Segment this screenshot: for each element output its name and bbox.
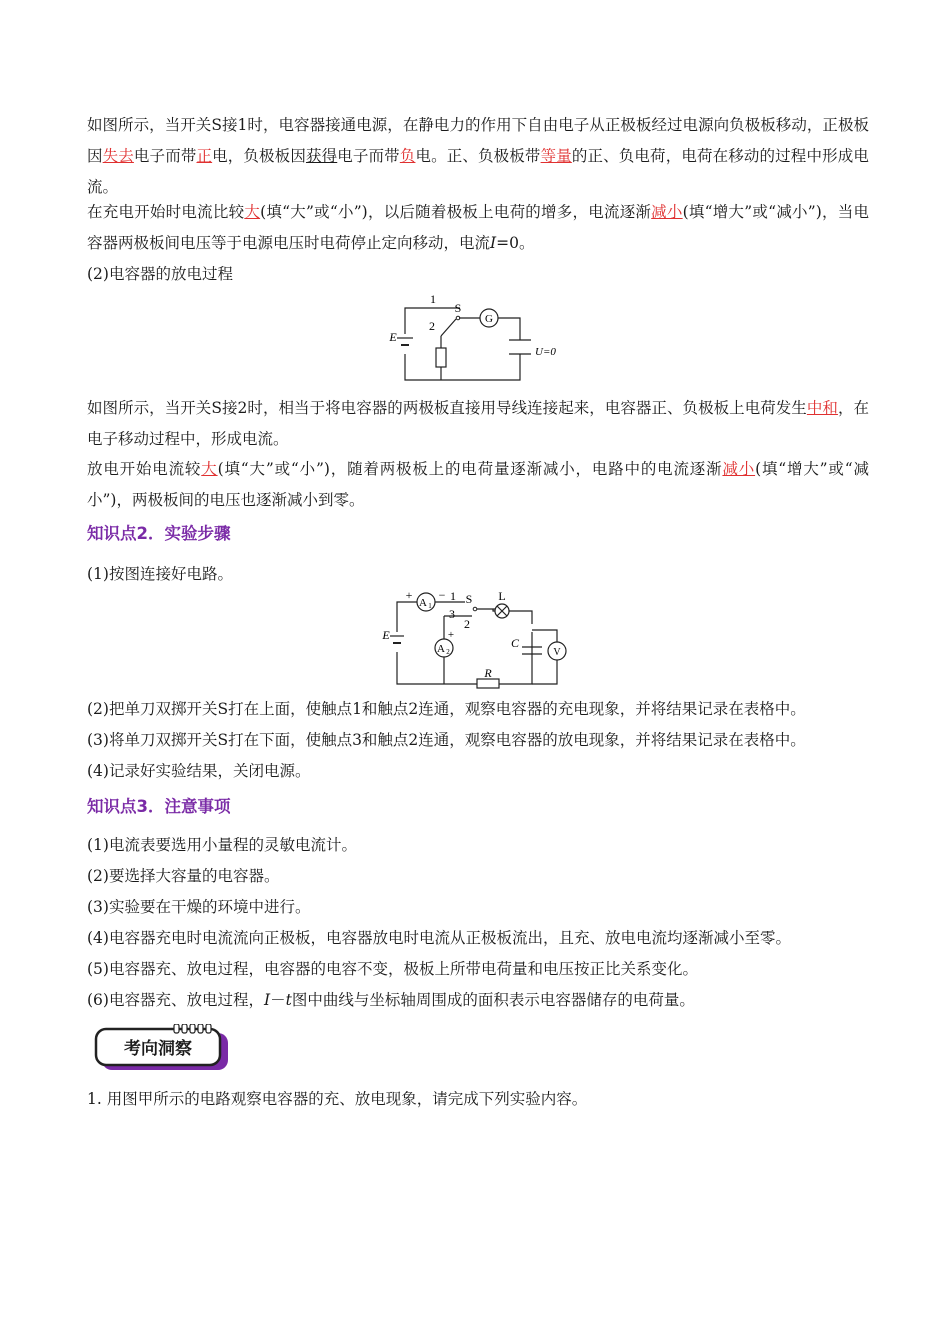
discharge-circuit-diagram (385, 292, 570, 387)
section-heading-notes: 知识点3．注意事项 (87, 797, 231, 816)
text-span: ，在电子移动过程中，形成电流。 (87, 399, 869, 448)
note-4: (4)电容器充电时电流流向正极板，电容器放电时电流从正极板流出，且充、放电电流均逐渐减小至零。 (87, 929, 791, 947)
step-1: (1)按图连接好电路。 (87, 565, 233, 583)
note-6 (87, 985, 869, 1016)
answer-blank: 减小 (651, 203, 683, 221)
text-span: =0。 (496, 234, 535, 252)
question-1: 1. 用图甲所示的电路观察电容器的充、放电现象，请完成下列实验内容。 (87, 1090, 588, 1108)
note-5: (5)电容器充、放电过程，电容器的电容不变，极板上所带电荷量和电压按正比关系变化。 (87, 960, 698, 978)
label-1: 1 (430, 292, 436, 306)
answer-blank: 减小 (722, 460, 756, 478)
label-plus: + (447, 629, 455, 641)
step-4: (4)记录好实验结果，关闭电源。 (87, 762, 311, 780)
label-r: R (484, 666, 492, 680)
wire (397, 602, 417, 632)
wire (405, 354, 520, 380)
label-a1: A (419, 597, 427, 609)
text-span: 电子而带 (133, 147, 197, 165)
label-2: 2 (464, 617, 470, 631)
note-1: (1)电流表要选用小量程的灵敏电流计。 (87, 836, 357, 854)
answer-blank: 中和 (806, 399, 838, 417)
label-e: E (389, 330, 397, 344)
badge-label: 考向洞察 (124, 1039, 192, 1059)
variable-i: I (490, 234, 497, 252)
label-e: E (382, 628, 390, 642)
wire (498, 318, 520, 340)
step-3: (3)将单刀双掷开关S打在下面，使触点3和触点2连通，观察电容器的放电现象，并将结果记录在表格中。 (87, 731, 806, 749)
label-1: 1 (450, 590, 456, 603)
answer-blank: 失去 (102, 147, 134, 165)
answer-blank: 正 (196, 147, 213, 165)
label-s: S (454, 301, 462, 315)
label-plus: + (405, 590, 413, 602)
section-badge (94, 1024, 230, 1072)
text-span: (填“大”或“小”)，以后随着极板上电荷的增多，电流逐渐 (260, 203, 652, 221)
section-heading-steps: 知识点2．实验步骤 (87, 524, 231, 543)
wire (532, 660, 557, 684)
label-2: 2 (429, 319, 435, 333)
text-span: (6)电容器充、放电过程， (87, 991, 264, 1009)
experiment-circuit-diagram (380, 590, 580, 690)
answer-blank: 大 (244, 203, 261, 221)
discharge-title: (2)电容器的放电过程 (87, 265, 233, 283)
text-span: 如图所示，当开关S接2时，相当于将电容器的两极板直接用导线连接起来，电容器正、负极板上电荷发生 (87, 399, 807, 417)
note-3: (3)实验要在干燥的环境中进行。 (87, 898, 311, 916)
discharge-paragraph-2 (87, 454, 869, 516)
label-g: G (485, 313, 493, 325)
text-span: 如图所示，当开关S接1时，电容器接通电源，在静电力的作用下自由电子从正极板经过电源向负极板移动，正极板因 (87, 116, 869, 165)
label-a2-subscript: 2 (446, 648, 450, 656)
label-minus: − (438, 590, 446, 602)
label-u: U=0 (535, 346, 556, 358)
answer-blank: 大 (201, 460, 218, 478)
switch-contact (473, 607, 477, 611)
variable-i: I (263, 991, 271, 1009)
label-a1-subscript: 1 (428, 602, 432, 610)
text-span: － (270, 991, 286, 1009)
charge-paragraph-1 (87, 110, 869, 203)
label-c: C (510, 636, 520, 650)
text-span: (填“增大”或“减小”)，当电容器两极板间电压等于电源电压时电荷停止定向移动，电流 (87, 203, 869, 252)
label-3: 3 (449, 607, 455, 621)
switch-blade (441, 319, 456, 336)
wire (532, 630, 557, 642)
text-span: (填“大”或“小”)，随着两极板上的电荷量逐渐减小，电路中的电流逐渐 (217, 460, 723, 478)
text-span: 电。正、负极板带 (415, 147, 541, 165)
step-2: (2)把单刀双掷开关S打在上面，使触点1和触点2连通，观察电容器的充电现象，并将结果记录在表格中。 (87, 700, 806, 718)
answer-blank: 获得 (305, 147, 338, 165)
label-v: V (553, 647, 561, 658)
text-span: 的正、负电荷，电荷在移动的过程中形成电流。 (87, 147, 869, 196)
label-l: L (498, 590, 506, 603)
text-span: 在充电开始时电流比较 (87, 203, 245, 221)
discharge-paragraph-1 (87, 393, 869, 455)
label-s: S (465, 592, 473, 606)
answer-blank: 等量 (540, 147, 572, 165)
binder-rings (174, 1024, 211, 1033)
text-span: 电，负极板因 (212, 147, 306, 165)
text-span: (填“增大”或“减小”)，两极板间的电压也逐渐减小到零。 (87, 460, 869, 509)
answer-blank: 负 (399, 147, 416, 165)
text-span: 图中曲线与坐标轴周围成的面积表示电容器储存的电荷量。 (291, 991, 695, 1009)
variable-t: t (285, 991, 292, 1009)
text-span: 放电开始电流较 (87, 460, 202, 478)
charge-paragraph-2 (87, 197, 869, 259)
resistor (477, 679, 499, 688)
resistor (436, 348, 446, 367)
text-span: 电子而带 (337, 147, 400, 165)
label-a2: A (437, 643, 445, 655)
note-2: (2)要选择大容量的电容器。 (87, 867, 280, 885)
